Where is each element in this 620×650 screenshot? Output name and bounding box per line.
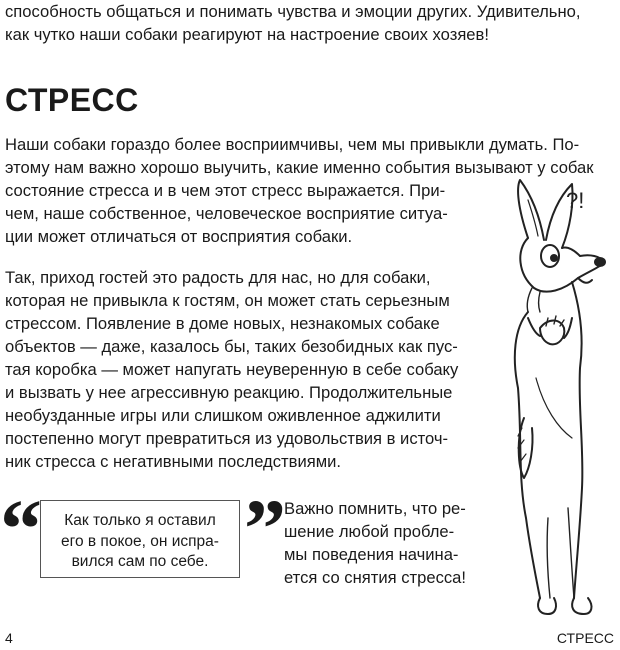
paragraph-line: стрессом. Появление в доме новых, незнакомых собаке bbox=[5, 314, 440, 333]
paragraph-line: необузданные игры или слишком оживленное аджилити bbox=[5, 406, 441, 425]
paragraph-line: ник стресса с негативными последствиями. bbox=[5, 452, 341, 471]
quote-line: Как только я оставил bbox=[64, 512, 216, 529]
paragraph-line: тая коробка — может напугать неуверенную в себе собаку bbox=[5, 360, 459, 379]
running-head: СТРЕСС bbox=[556, 630, 614, 646]
paragraph-line: которая не привыкла к гостям, он может стать серьезным bbox=[5, 291, 450, 310]
intro-line-1: способность общаться и понимать чувства и эмоции других. Удивительно, bbox=[5, 2, 581, 21]
dog-surprise-marks: ?! bbox=[566, 188, 585, 213]
page-number: 4 bbox=[5, 630, 13, 646]
paragraph-line: Так, приход гостей это радость для нас, но для собаки, bbox=[5, 268, 431, 287]
paragraph-line: Наши собаки гораздо более восприимчивы, чем мы привыкли думать. По- bbox=[5, 135, 580, 154]
open-quote-mark: “ bbox=[0, 483, 42, 576]
intro-line-2: как чутко наши собаки реагируют на настроение своих хозяев! bbox=[5, 25, 489, 44]
dog-illustration bbox=[488, 178, 618, 618]
section-heading: СТРЕСС bbox=[5, 82, 139, 118]
paragraph-line: постепенно могут превратиться из удовольствия в источ- bbox=[5, 429, 449, 448]
paragraph-line: объектов — даже, казалось бы, таких безобидных как пус- bbox=[5, 337, 458, 356]
paragraph-line: состояние стресса и в чем этот стресс выражается. При- bbox=[5, 181, 446, 200]
note-line: Важно помнить, что ре- bbox=[284, 499, 466, 518]
paragraph-line: чем, наше собственное, человеческое восприятие ситуа- bbox=[5, 204, 448, 223]
paragraph-line: и вызвать у нее агрессивную реакцию. Продолжительные bbox=[5, 383, 453, 402]
quote-line: вился сам по себе. bbox=[71, 553, 209, 570]
quote-line: его в покое, он испра- bbox=[61, 532, 219, 550]
paragraph-line: этому нам важно хорошо выучить, какие именно события вызывают у собак bbox=[5, 158, 594, 177]
close-quote-mark: ” bbox=[244, 483, 286, 576]
note-line: шение любой пробле- bbox=[284, 522, 455, 541]
quote-box bbox=[40, 500, 240, 578]
note-line: ется со снятия стресса! bbox=[284, 568, 467, 587]
paragraph-line: ции может отличаться от восприятия собаки. bbox=[5, 227, 353, 246]
note-line: мы поведения начина- bbox=[284, 545, 459, 564]
